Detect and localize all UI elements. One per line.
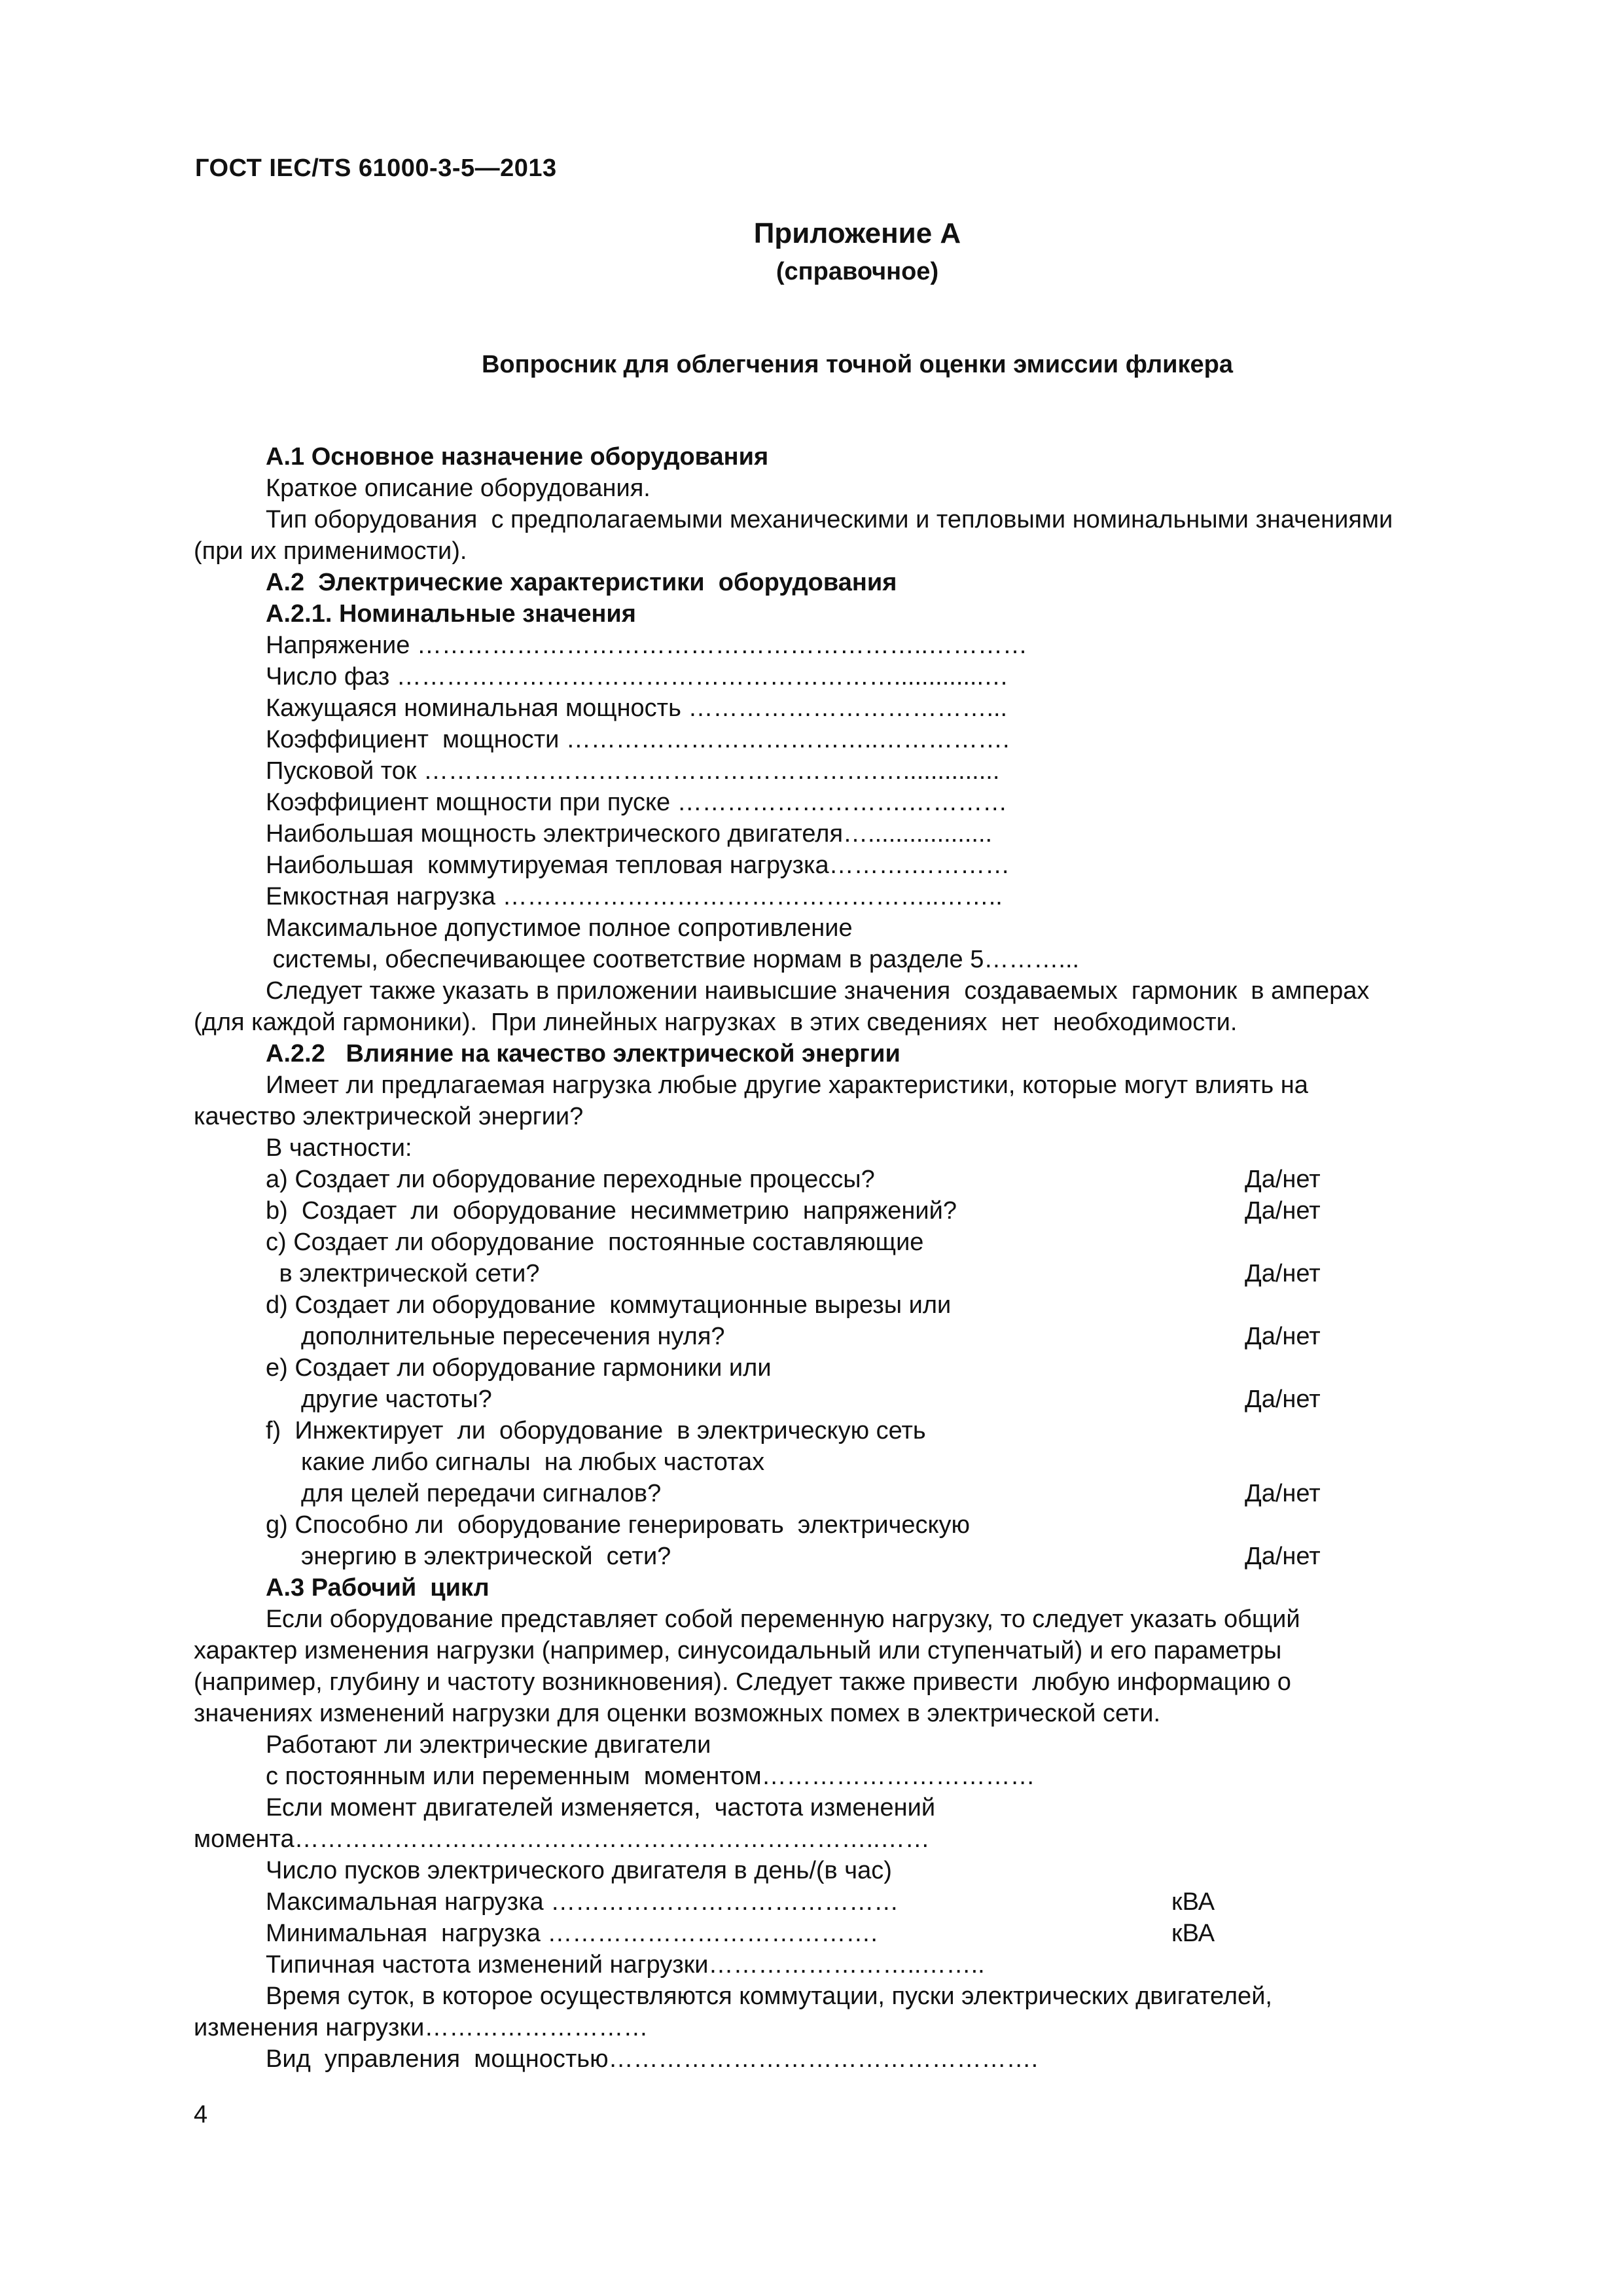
section-a2-heading: А.2 Электрические характеристики оборудования: [266, 569, 897, 596]
question-g-line1: g) Способно ли оборудование генерировать электрическую: [266, 1511, 971, 1539]
answer-e-yes-no: Да/нет: [1245, 1386, 1321, 1413]
min-load-unit: кВА: [1171, 1920, 1215, 1947]
answer-d-yes-no: Да/нет: [1245, 1323, 1321, 1350]
section-a22-heading: А.2.2 Влияние на качество электрической энергии: [266, 1040, 901, 1067]
a1-line-2a: Тип оборудования с предполагаемыми механическими и тепловыми номинальными значениями: [266, 506, 1393, 533]
question-a: a) Создает ли оборудование переходные процессы?: [266, 1166, 875, 1193]
moment-line-1: Если момент двигателей изменяется, частота изменений: [266, 1794, 936, 1821]
moment-line-2: момента……………………………………………………………..……: [194, 1825, 930, 1853]
rating-apparent-power: Кажущаяся номинальная мощность ………………………………...: [266, 694, 1008, 722]
answer-g-yes-no: Да/нет: [1245, 1543, 1321, 1570]
question-e-line1: e) Создает ли оборудование гармоники или: [266, 1354, 772, 1382]
section-a3-heading: А.3 Рабочий цикл: [266, 1574, 490, 1602]
rating-max-thermal-load: Наибольшая коммутируемая тепловая нагрузка……….…………: [266, 852, 1010, 879]
rating-max-impedance-cont: системы, обеспечивающее соответствие нормам в разделе 5………...: [266, 946, 1080, 973]
cycle-para-2: характер изменения нагрузки (например, синусоидальный или ступенчатый) и его параметры: [194, 1637, 1282, 1664]
a1-line-2b: (при их применимости).: [194, 537, 467, 565]
question-b: b) Создает ли оборудование несимметрию напряжений?: [266, 1197, 957, 1225]
typical-load-change: Типичная частота изменений нагрузки……………………..……..: [266, 1951, 985, 1979]
question-g-line2: энергию в электрической сети?: [301, 1543, 671, 1570]
answer-f-yes-no: Да/нет: [1245, 1480, 1321, 1507]
question-c-line1: c) Создает ли оборудование постоянные составляющие: [266, 1229, 924, 1256]
questionnaire-title: Вопросник для облегчения точной оценки эмиссии фликера: [481, 351, 1234, 378]
a1-line-1: Краткое описание оборудования.: [266, 475, 651, 502]
power-control-type: Вид управления мощностью…………………………………………….: [266, 2045, 1039, 2073]
section-a1-heading: А.1 Основное назначение оборудования: [266, 443, 769, 471]
rating-phases: Число фаз …………………………………………………….............…: [266, 663, 1009, 691]
in-particular: В частности:: [266, 1134, 412, 1162]
harmonics-note-b: (для каждой гармоники). При линейных нагрузках в этих сведениях нет необходимости.: [194, 1009, 1238, 1036]
cycle-para-4: значениях изменений нагрузки для оценки возможных помех в электрической сети.: [194, 1700, 1161, 1727]
rating-voltage: Напряжение ……………………………………………………..…………: [266, 632, 1028, 659]
quality-intro-a: Имеет ли предлагаемая нагрузка любые другие характеристики, которые могут влиять на: [266, 1071, 1308, 1099]
harmonics-note-a: Следует также указать в приложении наивысшие значения создаваемых гармоник в амперах: [266, 977, 1370, 1005]
rating-starting-current: Пусковой ток ……………………………………………….…..............: [266, 757, 1000, 785]
max-load-unit: кВА: [1171, 1888, 1215, 1916]
question-e-line2: другие частоты?: [301, 1386, 492, 1413]
section-a21-heading: А.2.1. Номинальные значения: [266, 600, 636, 628]
appendix-title: Приложение А: [753, 217, 961, 249]
rating-power-factor: Коэффициент мощности ………………………………..…………….: [266, 726, 1010, 753]
rating-capacitive-load: Емкостная нагрузка ……………………………………………..……..: [266, 883, 1003, 910]
appendix-subtitle: (справочное): [776, 258, 939, 285]
question-f-line1: f) Инжектирует ли оборудование в электрическую сеть: [266, 1417, 926, 1444]
motor-starts: Число пусков электрического двигателя в день/(в час): [266, 1857, 892, 1884]
min-load: Минимальная нагрузка ………………………………….: [266, 1920, 878, 1947]
question-f-line3: для целей передачи сигналов?: [301, 1480, 662, 1507]
question-d-line1: d) Создает ли оборудование коммутационные вырезы или: [266, 1291, 952, 1319]
question-f-line2: какие либо сигналы на любых частотах: [301, 1448, 765, 1476]
rating-max-motor-power: Наибольшая мощность электрического двигателя…..................: [266, 820, 993, 848]
question-c-line2: в электрической сети?: [272, 1260, 540, 1287]
time-of-day-line-2: изменения нагрузки………………………: [194, 2014, 649, 2041]
answer-b-yes-no: Да/нет: [1245, 1197, 1321, 1225]
answer-a-yes-no: Да/нет: [1245, 1166, 1321, 1193]
standard-header: ГОСТ IEC/TS 61000-3-5—2013: [195, 154, 557, 182]
max-load: Максимальная нагрузка ……………………………………: [266, 1888, 899, 1916]
page-number: 4: [194, 2101, 208, 2128]
motors-line-2: с постоянным или переменным моментом……………………………: [266, 1763, 1035, 1790]
question-d-line2: дополнительные пересечения нуля?: [301, 1323, 725, 1350]
cycle-para-1: Если оборудование представляет собой переменную нагрузку, то следует указать общий: [266, 1605, 1300, 1633]
rating-starting-power-factor: Коэффициент мощности при пуске ……………………….…………: [266, 789, 1008, 816]
answer-c-yes-no: Да/нет: [1245, 1260, 1321, 1287]
quality-intro-b: качество электрической энергии?: [194, 1103, 584, 1130]
cycle-para-3: (например, глубину и частоту возникновения). Следует также привести любую информацию о: [194, 1668, 1291, 1696]
time-of-day-line-1: Время суток, в которое осуществляются коммутации, пуски электрических двигателей,: [266, 1982, 1272, 2010]
rating-max-impedance: Максимальное допустимое полное сопротивление: [266, 914, 853, 942]
motors-line-1: Работают ли электрические двигатели: [266, 1731, 711, 1759]
